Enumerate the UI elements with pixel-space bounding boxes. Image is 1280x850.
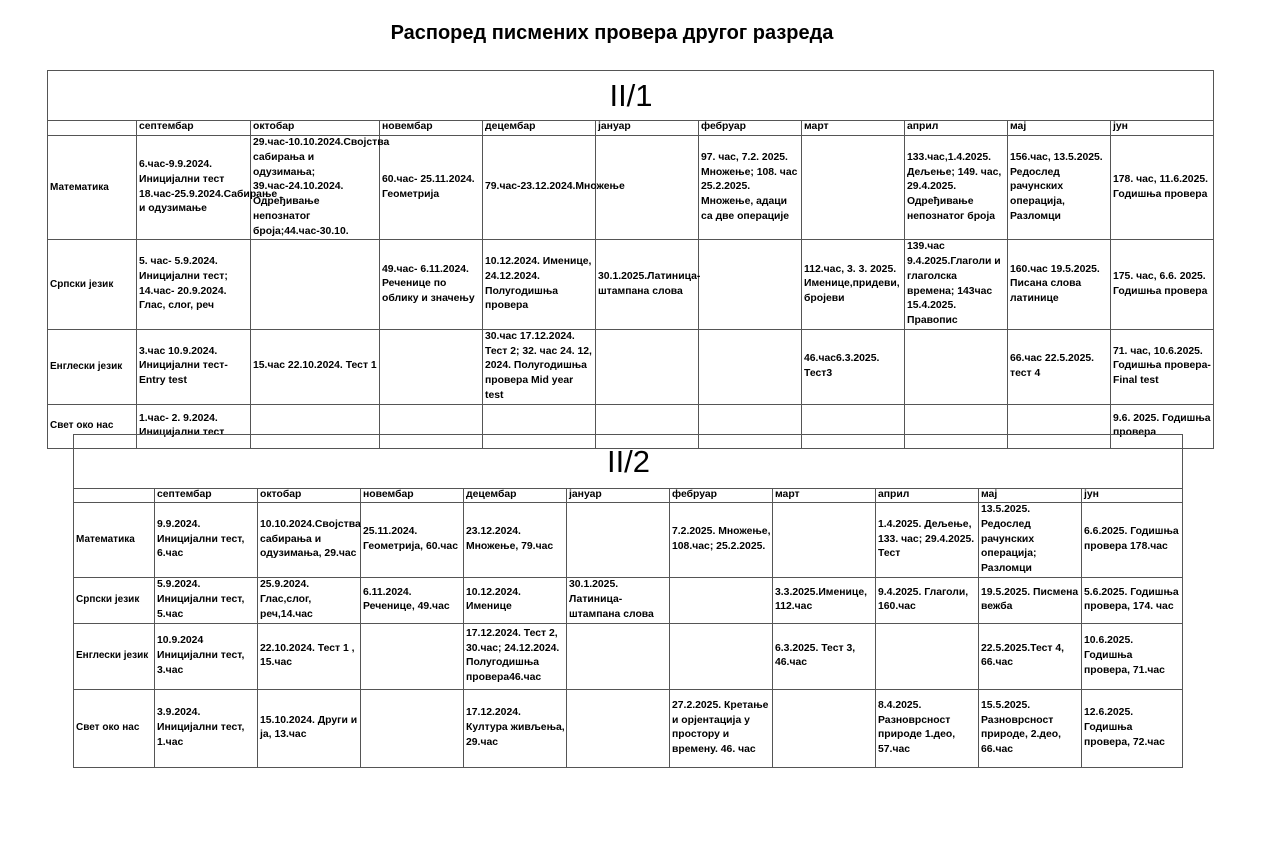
schedule-cell: [380, 329, 483, 404]
schedule-table-ii-2: [73, 434, 1183, 768]
subject-label: Математика: [48, 136, 137, 240]
schedule-cell: 29.час-10.10.2024.Својства сабирања и одузимања; 39.час-24.10.2024. Одређивање непознатог броја;44.час-30.10.: [251, 136, 380, 240]
month-header: децембар: [464, 489, 567, 503]
schedule-cell: 10.12.2024. Именице, 24.12.2024. Полугодишња провера: [483, 240, 596, 330]
schedule-cell: 10.9.2024 Иницијални тест, 3.час: [155, 623, 258, 689]
schedule-cell: 10.6.2025. Годишња провера, 71.час: [1082, 623, 1183, 689]
schedule-cell: 12.6.2025. Годишња провера, 72.час: [1082, 689, 1183, 767]
schedule-cell: 22.10.2024. Тест 1 , 15.час: [258, 623, 361, 689]
schedule-cell: 133.час,1.4.2025. Дељење; 149. час, 29.4.2025. Одређивање непознатог броја: [905, 136, 1008, 240]
schedule-cell: 10.12.2024. Именице: [464, 577, 567, 623]
month-header: новембар: [380, 121, 483, 136]
month-header: март: [773, 489, 876, 503]
month-header: децембар: [483, 121, 596, 136]
schedule-cell: 5.6.2025. Годишња провера, 174. час: [1082, 577, 1183, 623]
schedule-cell: 5.9.2024. Иницијални тест, 5.час: [155, 577, 258, 623]
schedule-cell: 60.час- 25.11.2024. Геометрија: [380, 136, 483, 240]
month-header: мај: [979, 489, 1082, 503]
month-header: јануар: [596, 121, 699, 136]
schedule-cell: 30.1.2025.Латиница-штампана слова: [596, 240, 699, 330]
schedule-cell: 6.11.2024. Реченице, 49.час: [361, 577, 464, 623]
schedule-cell: [567, 623, 670, 689]
schedule-cell: 1.4.2025. Дељење, 133. час; 29.4.2025. Тест: [876, 503, 979, 578]
schedule-cell: [596, 329, 699, 404]
month-header: фебруар: [670, 489, 773, 503]
schedule-cell: 6.3.2025. Тест 3, 46.час: [773, 623, 876, 689]
month-header: септембар: [137, 121, 251, 136]
schedule-cell: [905, 329, 1008, 404]
schedule-cell: [670, 577, 773, 623]
table-row: [74, 503, 1183, 578]
schedule-cell: [876, 623, 979, 689]
schedule-cell: 10.10.2024.Својства сабирања и одузимања, 29.час: [258, 503, 361, 578]
schedule-cell: 3.9.2024. Иницијални тест, 1.час: [155, 689, 258, 767]
schedule-cell: 9.4.2025. Глаголи, 160.час: [876, 577, 979, 623]
month-header: мај: [1008, 121, 1111, 136]
schedule-cell: [251, 240, 380, 330]
month-header: октобар: [258, 489, 361, 503]
schedule-cell: [567, 503, 670, 578]
schedule-cell: 112.час, 3. 3. 2025. Именице,придеви, бројеви: [802, 240, 905, 330]
schedule-cell: 15.10.2024. Други и ја, 13.час: [258, 689, 361, 767]
schedule-cell: 22.5.2025.Тест 4, 66.час: [979, 623, 1082, 689]
schedule-cell: [802, 136, 905, 240]
schedule-table-ii-1: [47, 70, 1214, 449]
schedule-cell: 3.3.2025.Именице, 112.час: [773, 577, 876, 623]
schedule-cell: [699, 240, 802, 330]
class-title: II/1: [48, 71, 1214, 121]
month-header: јун: [1111, 121, 1214, 136]
schedule-cell: 8.4.2025. Разноврсност природе 1.део, 57.час: [876, 689, 979, 767]
class-title: II/2: [74, 435, 1183, 489]
schedule-cell: 17.12.2024. Тест 2, 30.час; 24.12.2024. Полугодишња провера46.час: [464, 623, 567, 689]
schedule-cell: 17.12.2024. Култура живљења, 29.час: [464, 689, 567, 767]
schedule-cell: 178. час, 11.6.2025. Годишња провера: [1111, 136, 1214, 240]
schedule-cell: 66.час 22.5.2025. тест 4: [1008, 329, 1111, 404]
schedule-cell: 1.час- 2. 9.2024. Иницијални тест: [137, 404, 251, 448]
month-header: јун: [1082, 489, 1183, 503]
month-header: април: [905, 121, 1008, 136]
schedule-cell: 13.5.2025. Редослед рачунских операција; Разломци: [979, 503, 1082, 578]
schedule-cell: 7.2.2025. Множење, 108.час; 25.2.2025.: [670, 503, 773, 578]
month-header: април: [876, 489, 979, 503]
table-row: [48, 329, 1214, 404]
subject-label: Енглески језик: [74, 623, 155, 689]
schedule-cell: 71. час, 10.6.2025. Годишња провера-Final test: [1111, 329, 1214, 404]
schedule-cell: [670, 623, 773, 689]
month-header: септембар: [155, 489, 258, 503]
schedule-cell: 79.час-23.12.2024.Множење: [483, 136, 596, 240]
month-header: фебруар: [699, 121, 802, 136]
schedule-cell: 6.6.2025. Годишња провера 178.час: [1082, 503, 1183, 578]
table-row: [74, 577, 1183, 623]
schedule-cell: [361, 623, 464, 689]
schedule-cell: [361, 689, 464, 767]
subject-label: Математика: [74, 503, 155, 578]
schedule-cell: 3.час 10.9.2024. Иницијални тест-Entry test: [137, 329, 251, 404]
schedule-cell: 27.2.2025. Кретање и орјентација у простору и времену. 46. час: [670, 689, 773, 767]
subject-label: Енглески језик: [48, 329, 137, 404]
schedule-cell: 9.6. 2025. Годишња провера: [1111, 404, 1214, 448]
schedule-cell: [699, 329, 802, 404]
schedule-cell: 97. час, 7.2. 2025. Множење; 108. час 25.2.2025. Множење, адаци са две операције: [699, 136, 802, 240]
schedule-cell: 156.час, 13.5.2025. Редослед рачунских операција, Разломци: [1008, 136, 1111, 240]
page-title: Распоред писмених провера другог разреда: [390, 22, 834, 44]
schedule-cell: 46.час6.3.2025. Тест3: [802, 329, 905, 404]
schedule-cell: 23.12.2024. Множење, 79.час: [464, 503, 567, 578]
month-header: новембар: [361, 489, 464, 503]
subject-label: Свет око нас: [48, 404, 137, 448]
schedule-cell: 49.час- 6.11.2024. Реченице по облику и значењу: [380, 240, 483, 330]
corner-cell: [48, 121, 137, 136]
schedule-cell: 15.5.2025. Разноврсност природе, 2.део, 66.час: [979, 689, 1082, 767]
subject-label: Српски језик: [48, 240, 137, 330]
schedule-cell: 160.час 19.5.2025. Писана слова латинице: [1008, 240, 1111, 330]
table-row: [74, 689, 1183, 767]
table-row: [48, 240, 1214, 330]
schedule-cell: [773, 503, 876, 578]
month-header: март: [802, 121, 905, 136]
schedule-cell: 25.11.2024. Геометрија, 60.час: [361, 503, 464, 578]
month-header: јануар: [567, 489, 670, 503]
schedule-cell: 6.час-9.9.2024. Иницијални тест 18.час-25.9.2024.Сабирање и одузимање: [137, 136, 251, 240]
table-row: [74, 623, 1183, 689]
schedule-cell: 15.час 22.10.2024. Тест 1: [251, 329, 380, 404]
subject-label: Српски језик: [74, 577, 155, 623]
table-row: [48, 136, 1214, 240]
corner-cell: [74, 489, 155, 503]
schedule-cell: 5. час- 5.9.2024. Иницијални тест; 14.час- 20.9.2024. Глас, слог, реч: [137, 240, 251, 330]
month-header: октобар: [251, 121, 380, 136]
schedule-cell: 30.1.2025. Латиница-штампана слова: [567, 577, 670, 623]
schedule-cell: [773, 689, 876, 767]
schedule-cell: 175. час, 6.6. 2025. Годишња провера: [1111, 240, 1214, 330]
schedule-cell: 25.9.2024. Глас,слог, реч,14.час: [258, 577, 361, 623]
subject-label: Свет око нас: [74, 689, 155, 767]
schedule-cell: 139.час 9.4.2025.Глаголи и глаголска времена; 143час 15.4.2025. Правопис: [905, 240, 1008, 330]
schedule-cell: 19.5.2025. Писмена вежба: [979, 577, 1082, 623]
schedule-cell: [567, 689, 670, 767]
schedule-cell: 9.9.2024. Иницијални тест, 6.час: [155, 503, 258, 578]
schedule-cell: 30.час 17.12.2024. Тест 2; 32. час 24. 12, 2024. Полугодишња провера Mid year test: [483, 329, 596, 404]
